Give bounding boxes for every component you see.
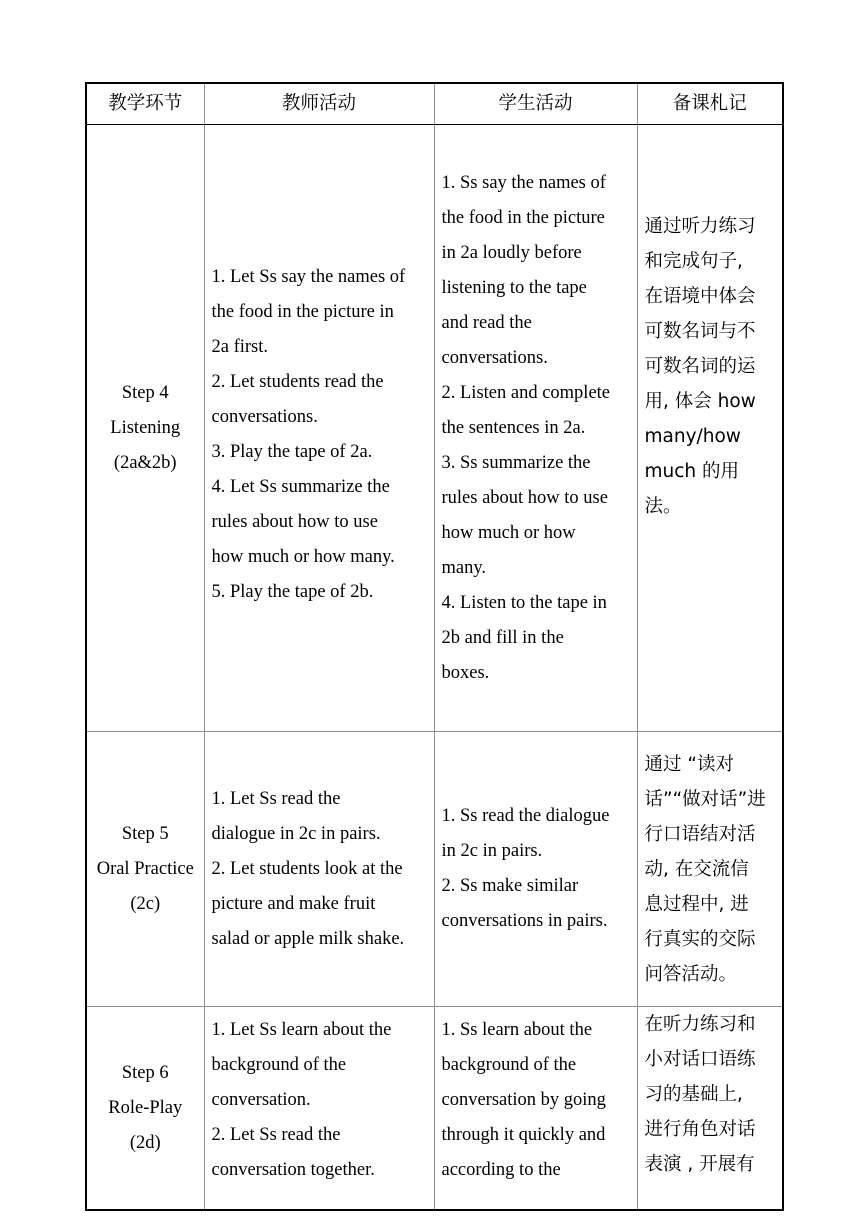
text-line: 3. Ss summarize the [441,452,591,473]
step-cell [86,1007,204,1211]
step-line: (2a&2b) [113,452,177,473]
text-line: how much or how [441,522,576,543]
text-line: 行真实的交际 [644,928,756,950]
text-line: 动, 在交流信 [644,858,749,880]
text-line: salad or apple milk shake. [211,928,405,949]
prep-notes-cell [637,125,783,732]
text-line: 通过听力练习 [644,216,756,237]
text-line: listening to the tape [441,277,587,298]
text-line: conversations. [441,347,548,368]
text-line: 可数名词与不 [644,321,756,342]
teacher-activity-cell [204,732,434,1007]
step-line: Step 4 [121,382,169,403]
text-line: 1. Ss learn about the [441,1020,593,1040]
step-cell [86,732,204,1007]
text-line: how much or how many. [211,547,395,567]
text-line: background of the [211,1055,347,1075]
step-line: Listening [110,417,181,438]
table-row-step-6 [86,1007,783,1211]
text-line: the food in the picture [441,207,605,228]
text-line: 4. Let Ss summarize the [211,477,390,497]
teacher-activity-cell [204,125,434,732]
text-line: according to the [441,1160,561,1180]
text-line: and read the [441,312,532,333]
text-line: conversation together. [211,1160,375,1180]
text-line: 2. Let Ss read the [211,1125,341,1145]
header-student-activity: 学生活动 [434,83,637,125]
text-line: conversation. [211,1090,311,1110]
text-line: 2. Let students read the [211,372,384,392]
text-line: 1. Let Ss read the [211,788,341,809]
text-line: boxes. [441,662,490,683]
text-line: in 2a loudly before [441,242,582,263]
table-row-step-4 [86,125,783,732]
text-line: many/how [644,426,741,447]
step-cell [86,125,204,732]
prep-notes-cell [637,732,783,1007]
text-line: picture and make fruit [211,893,376,914]
student-activity-cell [434,732,637,1007]
text-line: 2. Listen and complete [441,382,611,403]
text-line: 3. Play the tape of 2a. [211,442,373,462]
text-line: 1. Ss say the names of [441,172,606,193]
text-line: 2a first. [211,337,269,357]
step-line: Role-Play [108,1097,183,1118]
table-row-step-5 [86,732,783,1007]
text-line: 2b and fill in the [441,627,564,648]
student-activity-cell [434,125,637,732]
text-line: 通过 “读对 [644,753,734,775]
text-line: 小对话口语练 [644,1049,756,1070]
text-line: much 的用 [644,461,740,482]
table-header-row [86,83,783,125]
text-line: 行口语结对活 [644,823,756,845]
text-line: 话”“做对话”进 [644,788,766,810]
text-line: 进行角色对话 [644,1119,756,1140]
text-line: the sentences in 2a. [441,417,586,438]
step-line: Step 6 [121,1062,169,1083]
text-line: 息过程中, 进 [644,893,749,915]
text-line: 1. Ss read the dialogue [441,806,610,826]
prep-notes-cell [637,1007,783,1211]
text-line: 在听力练习和 [644,1014,756,1035]
text-line: 2. Ss make similar [441,876,579,896]
lesson-plan-table [85,82,784,1211]
header-prep-notes: 备课札记 [637,83,783,125]
text-line: 用, 体会 how [644,391,756,412]
text-line: background of the [441,1055,577,1075]
text-line: through it quickly and [441,1125,606,1145]
text-line: 问答活动。 [644,963,738,985]
text-line: rules about how to use [211,512,378,532]
step-line: (2c) [130,893,161,914]
text-line: 1. Let Ss say the names of [211,267,406,287]
step-line: (2d) [129,1132,161,1153]
text-line: 习的基础上, [644,1084,743,1105]
text-line: dialogue in 2c in pairs. [211,823,381,844]
text-line: many. [441,557,487,578]
header-teacher-activity: 教师活动 [204,83,434,125]
text-line: 5. Play the tape of 2b. [211,582,374,602]
text-line: 法。 [644,496,682,517]
text-line: 和完成句子, [644,251,743,272]
text-line: conversation by going [441,1090,606,1110]
teacher-activity-cell [204,1007,434,1211]
header-teaching-step: 教学环节 [86,83,204,125]
text-line: rules about how to use [441,487,608,508]
student-activity-cell [434,1007,637,1211]
text-line: conversations in pairs. [441,911,608,931]
step-line: Step 5 [121,823,169,844]
text-line: 在语境中体会 [644,286,756,307]
text-line: 2. Let students look at the [211,858,403,879]
text-line: 1. Let Ss learn about the [211,1020,392,1040]
text-line: the food in the picture in [211,302,394,322]
text-line: 4. Listen to the tape in [441,592,607,613]
step-line: Oral Practice [96,858,194,879]
text-line: 可数名词的运 [644,356,756,377]
text-line: 表演 , 开展有 [644,1154,755,1175]
text-line: in 2c in pairs. [441,841,543,861]
text-line: conversations. [211,407,318,427]
